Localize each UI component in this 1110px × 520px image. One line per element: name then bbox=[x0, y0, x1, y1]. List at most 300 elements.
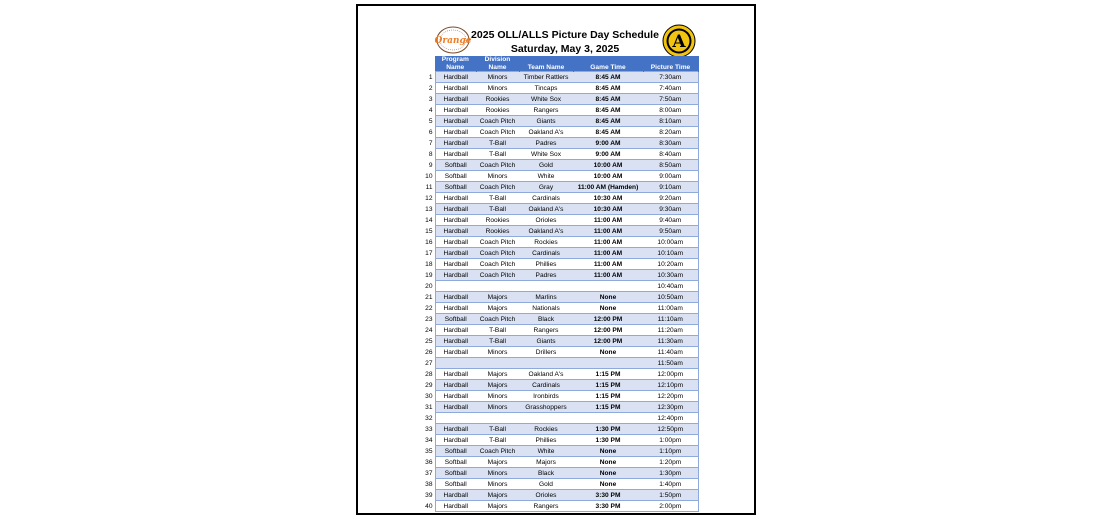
game-time-cell: 10:30 AM bbox=[573, 193, 643, 204]
document-title bbox=[468, 28, 662, 56]
table-row bbox=[424, 83, 698, 94]
picture-time-cell: 10:20am bbox=[643, 259, 698, 270]
table-row bbox=[424, 501, 698, 512]
column-header-program bbox=[435, 56, 476, 72]
picture-time-cell: 11:20am bbox=[643, 325, 698, 336]
table-row bbox=[424, 380, 698, 391]
row-number: 37 bbox=[424, 468, 435, 479]
program-cell: Hardball bbox=[435, 501, 476, 512]
picture-time-cell: 7:30am bbox=[643, 72, 698, 83]
game-time-cell: 9:00 AM bbox=[573, 149, 643, 160]
table-row bbox=[424, 325, 698, 336]
game-time-cell: 11:00 AM (Hamden) bbox=[573, 182, 643, 193]
header-division-l2: Name bbox=[488, 63, 507, 71]
table-row bbox=[424, 292, 698, 303]
team-cell: Majors bbox=[519, 457, 573, 468]
program-cell: Hardball bbox=[435, 248, 476, 259]
team-cell: Black bbox=[519, 314, 573, 325]
game-time-cell bbox=[573, 358, 643, 369]
team-cell: Orioles bbox=[519, 215, 573, 226]
row-number: 33 bbox=[424, 424, 435, 435]
game-time-cell: 11:00 AM bbox=[573, 259, 643, 270]
row-number: 8 bbox=[424, 149, 435, 160]
table-row bbox=[424, 391, 698, 402]
program-cell bbox=[435, 358, 476, 369]
division-cell bbox=[476, 358, 519, 369]
table-row bbox=[424, 259, 698, 270]
picture-time-cell: 10:50am bbox=[643, 292, 698, 303]
game-time-cell: None bbox=[573, 446, 643, 457]
division-cell: Majors bbox=[476, 380, 519, 391]
division-cell: Minors bbox=[476, 171, 519, 182]
team-cell: Drillers bbox=[519, 347, 573, 358]
picture-time-cell: 8:50am bbox=[643, 160, 698, 171]
team-cell bbox=[519, 413, 573, 424]
division-cell: Coach Pitch bbox=[476, 237, 519, 248]
column-header-picture-time: Picture Time bbox=[643, 56, 698, 72]
a-league-logo bbox=[662, 24, 696, 58]
row-number: 13 bbox=[424, 204, 435, 215]
picture-time-cell: 8:10am bbox=[643, 116, 698, 127]
division-cell: Rookies bbox=[476, 105, 519, 116]
table-row bbox=[424, 226, 698, 237]
game-time-cell: None bbox=[573, 479, 643, 490]
picture-time-cell: 11:30am bbox=[643, 336, 698, 347]
table-row bbox=[424, 215, 698, 226]
picture-time-cell: 11:00am bbox=[643, 303, 698, 314]
program-cell bbox=[435, 413, 476, 424]
program-cell: Hardball bbox=[435, 435, 476, 446]
picture-time-cell: 11:50am bbox=[643, 358, 698, 369]
program-cell: Hardball bbox=[435, 149, 476, 160]
picture-time-cell: 9:00am bbox=[643, 171, 698, 182]
picture-time-cell: 9:20am bbox=[643, 193, 698, 204]
table-row bbox=[424, 182, 698, 193]
picture-day-schedule-table bbox=[424, 56, 699, 512]
division-cell: Majors bbox=[476, 303, 519, 314]
division-cell: Coach Pitch bbox=[476, 182, 519, 193]
program-cell: Hardball bbox=[435, 116, 476, 127]
program-cell bbox=[435, 281, 476, 292]
team-cell bbox=[519, 358, 573, 369]
division-cell: Minors bbox=[476, 402, 519, 413]
team-cell: Rangers bbox=[519, 501, 573, 512]
team-cell: Phillies bbox=[519, 435, 573, 446]
title-line-2: Saturday, May 3, 2025 bbox=[510, 43, 620, 55]
program-cell: Hardball bbox=[435, 105, 476, 116]
picture-time-cell: 10:30am bbox=[643, 270, 698, 281]
row-number: 15 bbox=[424, 226, 435, 237]
division-cell: Majors bbox=[476, 457, 519, 468]
program-cell: Softball bbox=[435, 314, 476, 325]
row-number: 28 bbox=[424, 369, 435, 380]
row-number: 1 bbox=[424, 72, 435, 83]
team-cell: Oakland A's bbox=[519, 204, 573, 215]
division-cell: Coach Pitch bbox=[476, 259, 519, 270]
title-line-1: 2025 OLL/ALLS Picture Day Schedule bbox=[471, 29, 659, 41]
row-number: 35 bbox=[424, 446, 435, 457]
svg-text:Orange: Orange bbox=[435, 36, 471, 46]
row-number: 32 bbox=[424, 413, 435, 424]
picture-time-cell: 1:10pm bbox=[643, 446, 698, 457]
program-cell: Hardball bbox=[435, 193, 476, 204]
division-cell: Coach Pitch bbox=[476, 127, 519, 138]
picture-time-cell: 9:10am bbox=[643, 182, 698, 193]
game-time-cell: None bbox=[573, 292, 643, 303]
division-cell: Coach Pitch bbox=[476, 270, 519, 281]
game-time-cell: 10:30 AM bbox=[573, 204, 643, 215]
team-cell: Phillies bbox=[519, 259, 573, 270]
column-header-division bbox=[476, 56, 519, 72]
row-number: 19 bbox=[424, 270, 435, 281]
game-time-cell: None bbox=[573, 347, 643, 358]
table-row bbox=[424, 457, 698, 468]
table-row bbox=[424, 479, 698, 490]
game-time-cell: 11:00 AM bbox=[573, 270, 643, 281]
program-cell: Hardball bbox=[435, 215, 476, 226]
team-cell: Giants bbox=[519, 116, 573, 127]
program-cell: Softball bbox=[435, 479, 476, 490]
picture-time-cell: 2:00pm bbox=[643, 501, 698, 512]
team-cell: Tincaps bbox=[519, 83, 573, 94]
game-time-cell: 8:45 AM bbox=[573, 127, 643, 138]
table-row bbox=[424, 369, 698, 380]
row-number: 23 bbox=[424, 314, 435, 325]
team-cell: Padres bbox=[519, 270, 573, 281]
table-header-row bbox=[424, 56, 698, 72]
program-cell: Hardball bbox=[435, 270, 476, 281]
header-division-l1: Division bbox=[484, 56, 511, 63]
program-cell: Softball bbox=[435, 457, 476, 468]
picture-time-cell: 7:50am bbox=[643, 94, 698, 105]
division-cell: T-Ball bbox=[476, 424, 519, 435]
team-cell: Rockies bbox=[519, 237, 573, 248]
header-program-l1: Program bbox=[441, 56, 469, 63]
division-cell: T-Ball bbox=[476, 435, 519, 446]
program-cell: Hardball bbox=[435, 347, 476, 358]
row-number: 26 bbox=[424, 347, 435, 358]
orange-league-logo bbox=[435, 25, 471, 55]
row-number: 17 bbox=[424, 248, 435, 259]
table-row bbox=[424, 281, 698, 292]
row-number: 11 bbox=[424, 182, 435, 193]
table-row bbox=[424, 237, 698, 248]
program-cell: Hardball bbox=[435, 325, 476, 336]
game-time-cell: 9:00 AM bbox=[573, 138, 643, 149]
row-number: 25 bbox=[424, 336, 435, 347]
game-time-cell: 1:30 PM bbox=[573, 435, 643, 446]
row-number: 9 bbox=[424, 160, 435, 171]
table-row bbox=[424, 105, 698, 116]
table-row bbox=[424, 138, 698, 149]
program-cell: Hardball bbox=[435, 204, 476, 215]
picture-time-cell: 12:50pm bbox=[643, 424, 698, 435]
table-row bbox=[424, 127, 698, 138]
picture-time-cell: 1:30pm bbox=[643, 468, 698, 479]
division-cell: Minors bbox=[476, 391, 519, 402]
table-row bbox=[424, 270, 698, 281]
program-cell: Hardball bbox=[435, 380, 476, 391]
game-time-cell bbox=[573, 413, 643, 424]
game-time-cell: 3:30 PM bbox=[573, 490, 643, 501]
division-cell: T-Ball bbox=[476, 193, 519, 204]
picture-time-cell: 1:00pm bbox=[643, 435, 698, 446]
game-time-cell: 1:30 PM bbox=[573, 424, 643, 435]
table-row bbox=[424, 193, 698, 204]
row-number-header bbox=[424, 56, 435, 72]
division-cell: Rookies bbox=[476, 94, 519, 105]
team-cell: Gray bbox=[519, 182, 573, 193]
team-cell: White Sox bbox=[519, 94, 573, 105]
row-number: 24 bbox=[424, 325, 435, 336]
game-time-cell: 1:15 PM bbox=[573, 391, 643, 402]
picture-time-cell: 10:40am bbox=[643, 281, 698, 292]
game-time-cell: 12:00 PM bbox=[573, 325, 643, 336]
game-time-cell: 8:45 AM bbox=[573, 105, 643, 116]
row-number: 40 bbox=[424, 501, 435, 512]
table-body bbox=[424, 72, 698, 512]
program-cell: Softball bbox=[435, 446, 476, 457]
program-cell: Softball bbox=[435, 160, 476, 171]
game-time-cell: 11:00 AM bbox=[573, 248, 643, 259]
picture-time-cell: 8:40am bbox=[643, 149, 698, 160]
team-cell: Padres bbox=[519, 138, 573, 149]
game-time-cell bbox=[573, 281, 643, 292]
division-cell: Majors bbox=[476, 369, 519, 380]
picture-time-cell: 12:00pm bbox=[643, 369, 698, 380]
division-cell: T-Ball bbox=[476, 149, 519, 160]
row-number: 27 bbox=[424, 358, 435, 369]
row-number: 31 bbox=[424, 402, 435, 413]
program-cell: Hardball bbox=[435, 303, 476, 314]
table-row bbox=[424, 413, 698, 424]
game-time-cell: 11:00 AM bbox=[573, 215, 643, 226]
program-cell: Hardball bbox=[435, 226, 476, 237]
row-number: 6 bbox=[424, 127, 435, 138]
table-row bbox=[424, 116, 698, 127]
team-cell: Oakland A's bbox=[519, 226, 573, 237]
picture-time-cell: 9:30am bbox=[643, 204, 698, 215]
row-number: 12 bbox=[424, 193, 435, 204]
program-cell: Softball bbox=[435, 182, 476, 193]
row-number: 18 bbox=[424, 259, 435, 270]
division-cell: Coach Pitch bbox=[476, 248, 519, 259]
program-cell: Softball bbox=[435, 171, 476, 182]
team-cell: Orioles bbox=[519, 490, 573, 501]
game-time-cell: 11:00 AM bbox=[573, 226, 643, 237]
game-time-cell: None bbox=[573, 468, 643, 479]
row-number: 34 bbox=[424, 435, 435, 446]
picture-time-cell: 8:30am bbox=[643, 138, 698, 149]
row-number: 7 bbox=[424, 138, 435, 149]
row-number: 39 bbox=[424, 490, 435, 501]
program-cell: Hardball bbox=[435, 138, 476, 149]
division-cell: Coach Pitch bbox=[476, 160, 519, 171]
program-cell: Hardball bbox=[435, 391, 476, 402]
division-cell: Majors bbox=[476, 292, 519, 303]
division-cell: Coach Pitch bbox=[476, 314, 519, 325]
team-cell: Cardinals bbox=[519, 193, 573, 204]
game-time-cell: 12:00 PM bbox=[573, 336, 643, 347]
team-cell: Black bbox=[519, 468, 573, 479]
row-number: 4 bbox=[424, 105, 435, 116]
table-row bbox=[424, 435, 698, 446]
picture-time-cell: 1:40pm bbox=[643, 479, 698, 490]
division-cell: Majors bbox=[476, 501, 519, 512]
row-number: 16 bbox=[424, 237, 435, 248]
team-cell: Oakland A's bbox=[519, 127, 573, 138]
table-row bbox=[424, 248, 698, 259]
game-time-cell: 3:30 PM bbox=[573, 501, 643, 512]
table-row bbox=[424, 402, 698, 413]
program-cell: Hardball bbox=[435, 292, 476, 303]
division-cell bbox=[476, 413, 519, 424]
program-cell: Softball bbox=[435, 468, 476, 479]
picture-time-cell: 7:40am bbox=[643, 83, 698, 94]
row-number: 36 bbox=[424, 457, 435, 468]
row-number: 2 bbox=[424, 83, 435, 94]
table-row bbox=[424, 72, 698, 83]
team-cell: Rangers bbox=[519, 325, 573, 336]
team-cell: Grasshoppers bbox=[519, 402, 573, 413]
row-number: 5 bbox=[424, 116, 435, 127]
document-page bbox=[356, 4, 756, 515]
game-time-cell: None bbox=[573, 303, 643, 314]
table-row bbox=[424, 490, 698, 501]
division-cell: Rookies bbox=[476, 226, 519, 237]
game-time-cell: 10:00 AM bbox=[573, 160, 643, 171]
division-cell: Minors bbox=[476, 72, 519, 83]
row-number: 14 bbox=[424, 215, 435, 226]
program-cell: Hardball bbox=[435, 490, 476, 501]
game-time-cell: 1:15 PM bbox=[573, 369, 643, 380]
table-row bbox=[424, 149, 698, 160]
division-cell: Minors bbox=[476, 479, 519, 490]
table-row bbox=[424, 303, 698, 314]
game-time-cell: 10:00 AM bbox=[573, 171, 643, 182]
game-time-cell: None bbox=[573, 457, 643, 468]
division-cell: Coach Pitch bbox=[476, 116, 519, 127]
table-row bbox=[424, 446, 698, 457]
program-cell: Hardball bbox=[435, 237, 476, 248]
row-number: 38 bbox=[424, 479, 435, 490]
picture-time-cell: 9:40am bbox=[643, 215, 698, 226]
division-cell: Minors bbox=[476, 83, 519, 94]
row-number: 10 bbox=[424, 171, 435, 182]
picture-time-cell: 11:10am bbox=[643, 314, 698, 325]
team-cell: Rangers bbox=[519, 105, 573, 116]
picture-time-cell: 11:40am bbox=[643, 347, 698, 358]
table-row bbox=[424, 204, 698, 215]
picture-time-cell: 10:00am bbox=[643, 237, 698, 248]
game-time-cell: 1:15 PM bbox=[573, 380, 643, 391]
header-program-l2: Name bbox=[446, 63, 465, 71]
picture-time-cell: 12:30pm bbox=[643, 402, 698, 413]
division-cell: Coach Pitch bbox=[476, 446, 519, 457]
team-cell: White bbox=[519, 171, 573, 182]
picture-time-cell: 12:20pm bbox=[643, 391, 698, 402]
program-cell: Hardball bbox=[435, 402, 476, 413]
game-time-cell: 8:45 AM bbox=[573, 94, 643, 105]
row-number: 20 bbox=[424, 281, 435, 292]
division-cell: Minors bbox=[476, 347, 519, 358]
column-header-game-time: Game Time bbox=[573, 56, 643, 72]
division-cell: Majors bbox=[476, 490, 519, 501]
row-number: 22 bbox=[424, 303, 435, 314]
division-cell: Minors bbox=[476, 468, 519, 479]
program-cell: Hardball bbox=[435, 369, 476, 380]
column-header-team: Team Name bbox=[519, 56, 573, 72]
picture-time-cell: 10:10am bbox=[643, 248, 698, 259]
picture-time-cell: 8:00am bbox=[643, 105, 698, 116]
team-cell: Ironbirds bbox=[519, 391, 573, 402]
picture-time-cell: 12:40pm bbox=[643, 413, 698, 424]
table-row bbox=[424, 314, 698, 325]
team-cell: Cardinals bbox=[519, 380, 573, 391]
game-time-cell: 1:15 PM bbox=[573, 402, 643, 413]
division-cell: T-Ball bbox=[476, 336, 519, 347]
team-cell: Nationals bbox=[519, 303, 573, 314]
team-cell: Rockies bbox=[519, 424, 573, 435]
division-cell: Rookies bbox=[476, 215, 519, 226]
team-cell: Oakland A's bbox=[519, 369, 573, 380]
program-cell: Hardball bbox=[435, 94, 476, 105]
table-row bbox=[424, 171, 698, 182]
game-time-cell: 8:45 AM bbox=[573, 83, 643, 94]
table-row bbox=[424, 468, 698, 479]
team-cell: White bbox=[519, 446, 573, 457]
table-row bbox=[424, 336, 698, 347]
program-cell: Hardball bbox=[435, 83, 476, 94]
picture-time-cell: 8:20am bbox=[643, 127, 698, 138]
table-row bbox=[424, 160, 698, 171]
game-time-cell: 12:00 PM bbox=[573, 314, 643, 325]
table-row bbox=[424, 424, 698, 435]
row-number: 30 bbox=[424, 391, 435, 402]
table-row bbox=[424, 358, 698, 369]
program-cell: Hardball bbox=[435, 259, 476, 270]
table-row bbox=[424, 347, 698, 358]
program-cell: Hardball bbox=[435, 127, 476, 138]
team-cell: Marlins bbox=[519, 292, 573, 303]
division-cell: T-Ball bbox=[476, 138, 519, 149]
team-cell: Giants bbox=[519, 336, 573, 347]
program-cell: Hardball bbox=[435, 336, 476, 347]
program-cell: Hardball bbox=[435, 424, 476, 435]
game-time-cell: 11:00 AM bbox=[573, 237, 643, 248]
picture-time-cell: 1:20pm bbox=[643, 457, 698, 468]
team-cell: Cardinals bbox=[519, 248, 573, 259]
picture-time-cell: 9:50am bbox=[643, 226, 698, 237]
team-cell bbox=[519, 281, 573, 292]
division-cell bbox=[476, 281, 519, 292]
program-cell: Hardball bbox=[435, 72, 476, 83]
division-cell: T-Ball bbox=[476, 204, 519, 215]
picture-time-cell: 12:10pm bbox=[643, 380, 698, 391]
row-number: 3 bbox=[424, 94, 435, 105]
team-cell: Timber Rattlers bbox=[519, 72, 573, 83]
row-number: 29 bbox=[424, 380, 435, 391]
team-cell: White Sox bbox=[519, 149, 573, 160]
team-cell: Gold bbox=[519, 479, 573, 490]
division-cell: T-Ball bbox=[476, 325, 519, 336]
row-number: 21 bbox=[424, 292, 435, 303]
game-time-cell: 8:45 AM bbox=[573, 72, 643, 83]
picture-time-cell: 1:50pm bbox=[643, 490, 698, 501]
table-row bbox=[424, 94, 698, 105]
game-time-cell: 8:45 AM bbox=[573, 116, 643, 127]
svg-text:A: A bbox=[672, 32, 686, 52]
